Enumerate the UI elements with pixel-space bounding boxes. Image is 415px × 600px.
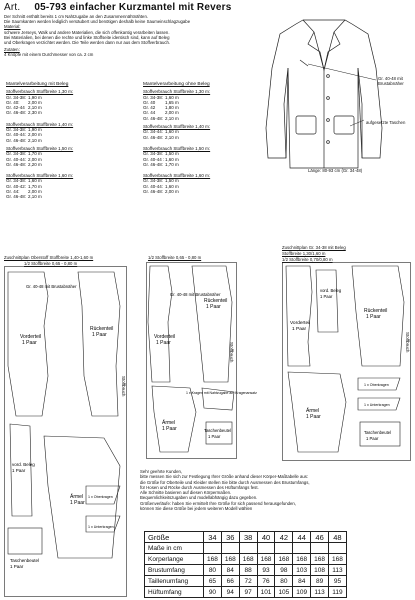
measure-label: Hüftumfang [145,587,204,598]
label-upper-collar: 1 x Oberkragen [364,383,389,387]
fabric-table-without-facing [143,82,210,194]
fabric-row: Gr. 40 1,65 m [143,99,179,105]
size-col: 36 [221,532,239,543]
fabric-row: Gr. 40: 2,00 m [6,99,42,105]
layout-left-subtitle: 1/2 Stoffbreite 0,65 - 0,80 m [24,261,78,266]
fabric-section-head: Stoffverbrauch Stoffbreite 1,30 m: [143,89,211,95]
measure-label: Taillenumfang [145,576,204,587]
label-sleeve: Ärmel [162,420,176,426]
fabric-row: Gr. 40-44: 1,60 m [143,183,179,189]
label-pair: 1 Paar [206,304,221,310]
label-fold: Stoffbruch [229,342,234,363]
label-pair: 1 Paar [92,332,107,338]
note-line: Alle Schnitte basieren auf diesen Körpermaßen. [140,490,232,496]
measure-cell: 113 [311,587,329,598]
label-breast-dart: Gr. 40-48 mit Brustabnäher [170,292,221,297]
measure-cell: 93 [257,565,275,576]
article-name: 05-793 einfacher Kurzmantel mit Revers [34,2,232,13]
layout-right-title2: Stoffbreite 1,30/1,60 m [282,251,326,256]
fabric-row: Gr. 34-38: 1,50 m [143,178,179,184]
measure-cell: 65 [204,576,222,587]
measure-row [145,565,347,576]
measure-cell: 103 [293,565,311,576]
facing-piece [316,270,338,332]
label-fold: Stoffbruch [121,376,126,397]
measure-cell: 109 [293,587,311,598]
sleeve-piece [152,386,196,452]
coat-length: Länge: 80-93 cm (Gr. 34-48) [308,168,363,173]
fabric-row: Gr. 34-38: 1,50 m [143,151,179,157]
label-pocket: Taschenbeutel [204,428,232,433]
fabric-row: Gr. 46-48: 2,20 m [6,161,42,167]
measure-cell: 89 [311,576,329,587]
measure-cell: 84 [221,565,239,576]
label-pair: 1 Paar [366,314,381,320]
note-line: bitte messen Sie sich zur Festlegung Ihrer Größe anhand dieser Körper-Maßtabelle aus: [140,474,309,480]
measure-row [145,576,347,587]
measure-cell: 108 [311,565,329,576]
label-front: Vorderteil [290,321,311,326]
fabric-row: Gr. 40-44: 2,00 m [6,156,42,162]
label-pair: 1 Paar [208,434,221,439]
fabric-section-head: Stoffverbrauch Stoffbreite 1,60 m: [143,173,211,179]
fabric-row: Gr. 42 1,80 m [143,105,179,111]
intro-line: schwere Jerseys, Walk und andere Materialien, die sich offenkantig verarbeiten lassen. [4,29,170,35]
fabric-row: Gr. 40-42: 1,70 m [6,183,42,189]
label-upper-collar: 1 x Oberkragen [88,495,113,499]
label-pair: 1 Paar [366,436,379,441]
measure-cell: 94 [221,587,239,598]
measure-cell: 168 [275,554,293,565]
measure-cell: 76 [257,576,275,587]
measure-cell: 168 [311,554,329,565]
material-heading: Material: [4,24,21,30]
size-col: 38 [239,532,257,543]
fabric-section-head: Stoffverbrauch Stoffbreite 1,60 m: [6,173,74,179]
label-pocket: Taschenbeutel [10,558,40,563]
measure-cell: 168 [221,554,239,565]
label-pair: 1 Paar [306,414,321,420]
measure-cell: 168 [257,554,275,565]
size-col: 34 [204,532,222,543]
measure-cell: 101 [257,587,275,598]
fabric-row: Gr. 46-48: 2,10 m [6,194,42,200]
fabric-row: Gr. 42-44 2,10 m [6,105,42,111]
label-collar: 1 x Kragen mit Nahtzugabe am Kragenansatz [186,391,257,395]
fabric-section-head: Stoffverbrauch Stoffbreite 1,50 m: [143,145,211,151]
article-prefix: Art. [4,2,21,13]
intro-line: und Oberkragen verzichtet werden. Die Teile werden dann nur aus dem Stoffverbrauch. [4,40,171,46]
label-pair: 1 Paar [22,340,37,346]
fabric-section-head: Stoffverbrauch Stoffbreite 1,40 m: [143,124,211,130]
label-front: Vorderteil [154,334,176,340]
size-col: 40 [257,532,275,543]
label-pair: 1 Paar [12,468,26,473]
measure-cell: 84 [293,576,311,587]
layout-mid-subtitle: 1/2 Stoffbreite 0,65 - 0,80 m [148,255,202,260]
measure-cell: 95 [329,576,347,587]
label-breast-dart: Gr. 40-48 mit Brustabnäher [26,284,77,289]
callout-pockets: aufgesetzte Taschen [366,120,406,125]
fabric-row: Gr. 46-48: 1,70 m [143,161,179,167]
fabric-row: Gr. 40-44 : 1,60 m [143,156,179,162]
label-under-collar: 1 x Unterkragen [364,403,390,407]
note-line: Bequemlichkeitszugaben und modellabhängig dazu gegeben. [140,495,258,501]
customer-note [140,469,340,511]
fabric-row: Gr. 46-48: 2,10 m [143,134,179,140]
size-header-row [145,532,347,543]
label-sleeve: Ärmel [70,494,84,500]
size-header-label: Größe [145,532,204,543]
fabric-row: Gr. 34-38: 1,90 m [6,94,42,100]
fabric-section-head: Stoffverbrauch Stoffbreite 1,50 m: [6,145,74,151]
note-line: Sehr geehrte Kunden, [140,469,183,474]
measure-cell: 105 [275,587,293,598]
label-pair: 1 Paar [162,426,177,432]
unit-label: Maße in cm [145,543,204,554]
fabric-row: Gr. 34-38: 1,70 m [6,151,42,157]
fabric-outline [5,267,127,597]
measure-label: Korperlange [145,554,204,565]
size-col: 44 [293,532,311,543]
measure-cell: 168 [329,554,347,565]
label-sleeve: Ärmel [306,408,320,414]
cutting-layout-right [282,262,412,464]
front-piece [286,266,312,366]
note-line: die Größe für Oberteile und Kleider stellen Sie bitte durch Ausmessen des Brustumfangs, [140,479,310,485]
note-line: können Sie diese Größe bei jedem weiteren Modell wählen [140,506,253,512]
fabric-row: Gr. 34-44: 1,60 m [143,129,179,135]
fabric-section-head: Stoffverbrauch Stoffbreite 1,30 m: [6,89,74,95]
size-col: 46 [311,532,329,543]
measure-cell: 97 [239,587,257,598]
measure-cell: 72 [239,576,257,587]
layout-left-title: Zuschnittplan Oberstoff Stoffbreite 1,40-1,60 m [4,255,94,260]
fabric-row: Gr. 44: 2,00 m [6,189,42,195]
label-pair: 1 Paar [320,294,333,299]
fabric-row: Gr. 44 2,00 m [143,110,179,116]
coat-illustration [258,8,413,183]
fabric-row: Gr. 46-48: 2,10 m [6,137,42,143]
pocket-bag [206,422,232,444]
article-title [4,2,232,13]
label-back: Rückenteil [364,308,388,314]
measure-cell: 66 [221,576,239,587]
layout-right-subtitle: 1/2 Stoffbreite 0,70/0,80 m [282,257,333,262]
measure-cell: 113 [329,565,347,576]
measure-row [145,554,347,565]
fabric-row: Gr. 34-38: 1,60 m [6,178,42,184]
measure-cell: 88 [239,565,257,576]
measure-cell: 80 [275,576,293,587]
label-pair: 1 Paar [70,500,85,506]
label-facing: vord. Beleg [320,288,342,293]
fabric-table-title: Mantelverarbeitung mit Beleg [6,82,69,87]
measure-cell: 168 [204,554,222,565]
fabric-row: Gr. 34-38: 1,90 m [6,127,42,133]
unit-row [145,543,347,554]
cutting-layout-middle [146,262,257,462]
label-fold: Stoffbruch [405,332,410,353]
label-front: Vorderteil [20,334,42,340]
label-facing: vord. Beleg [12,462,35,467]
measure-cell: 168 [293,554,311,565]
intro-line: 4 Knöpfe mit einem Durchmesser von ca. 2 cm [4,52,94,58]
fabric-outline [283,263,411,461]
measure-label: Brustumfang [145,565,204,576]
fabric-row: Gr. 40-44: 2,00 m [6,132,42,138]
size-table [144,531,347,598]
size-col: 42 [275,532,293,543]
intro-text [4,14,254,58]
measure-cell: 90 [204,587,222,598]
layout-right-title: Zuschnittplan Gr. 34-38 mit Beleg [282,245,346,250]
label-pair: 1 Paar [156,340,171,346]
zutaten-heading: Zutaten: [4,47,20,53]
label-pocket: Taschenbeutel [364,430,392,435]
pocket-bag [8,528,42,554]
intro-line: Bei Materialien, bei denen die rechte und linke Stoffseite identisch sind, kann auf Beleg [4,34,170,40]
intro-line: Die Saumkanten werden lediglich versäubert und benötigen deshalb keine Saumeinschlagzugabe [4,19,191,25]
note-line: Größenverläufe: haben Sie ermittelt Ihre Größe für sich passend herausgefunden, [140,500,296,506]
measure-cell: 168 [239,554,257,565]
fabric-row: Gr. 34-38: 1,60 m [143,94,179,100]
fabric-row: Gr. 46-48: 2,00 m [143,189,179,195]
intro-line: Der Schnitt enthält bereits 1 cm Nahtzugabe an den Zusammennähtnähten. [4,14,149,19]
label-under-collar: 1 x Unterkragen [88,525,114,529]
label-pair: 1 Paar [10,564,24,569]
back-piece [192,266,232,382]
fabric-section-head: Stoffverbrauch Stoffbreite 1,40 m: [6,121,74,127]
cutting-layout-left [4,266,132,598]
fabric-row: Gr. 46-48: 2,10 m [143,115,179,121]
fabric-table-with-facing [6,82,73,200]
back-piece [78,272,120,416]
callout-breast-dart: Gr. 40-48 mit Brustabnäher [378,76,404,86]
size-col: 48 [329,532,347,543]
measure-cell: 98 [275,565,293,576]
fabric-table-title: Mantelverarbeitung ohne Beleg [143,82,210,87]
measure-cell: 119 [329,587,347,598]
front-piece [148,266,172,382]
measure-cell: 80 [204,565,222,576]
fabric-row: Gr. 46-48: 2,30 m [6,110,42,116]
label-back: Rückenteil [204,298,228,304]
note-line: für Hosen und Röcke durch Ausmessen des Hüftumfangs fest. [140,484,259,490]
label-pair: 1 Paar [292,327,307,332]
label-back: Rückenteil [90,326,114,332]
measure-row [145,587,347,598]
